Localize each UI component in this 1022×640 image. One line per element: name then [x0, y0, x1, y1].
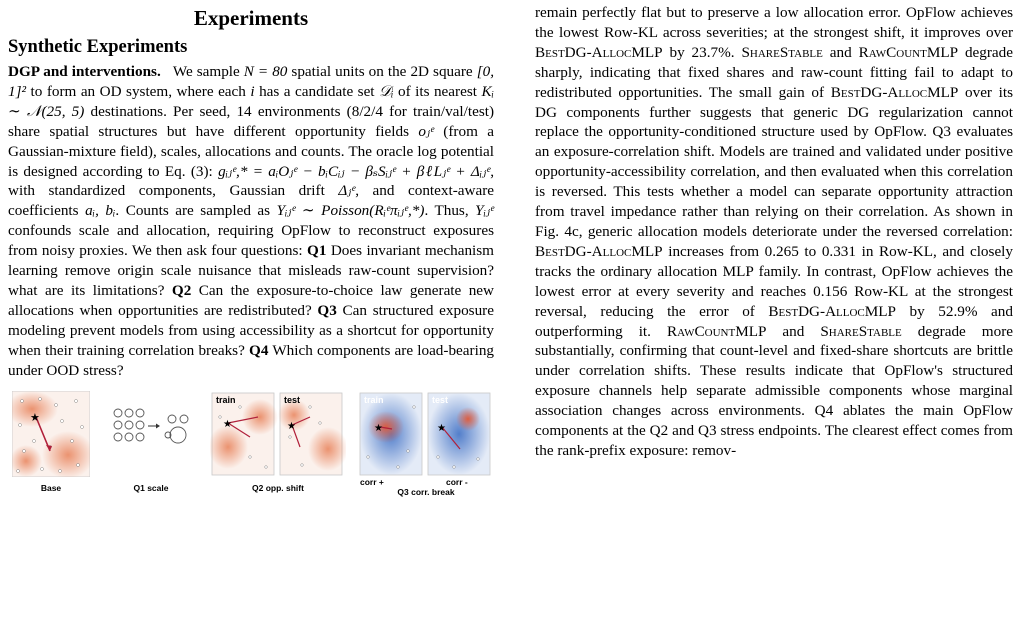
text-span: , and context-aware coefficients: [8, 182, 495, 220]
text-span: , with standardized components, Gaussian drift: [8, 162, 495, 200]
right-column: [535, 0, 1013, 461]
text-span: by 23.7%.: [662, 43, 742, 61]
method-bestdg-allocmlp: BestDG-AllocMLP: [830, 83, 959, 101]
method-sharestable: ShareStable: [741, 43, 823, 61]
base-panel: [12, 391, 90, 477]
text-span: (from a Gaussian-mixture field), scales, allocations and counts. The oracle log potential is designed according to Eq. (3):: [8, 122, 494, 180]
method-rawcountmlp: RawCountMLP: [858, 43, 959, 61]
figure-4: [8, 387, 494, 509]
q3-train-label: train: [364, 394, 384, 405]
results-paragraph: [535, 3, 1013, 461]
text-span: of its nearest: [393, 82, 482, 100]
caption-q3: Q3 corr. break: [397, 486, 455, 497]
method-rawcountmlp: RawCountMLP: [666, 322, 767, 340]
caption-q3-corr-plus: corr +: [360, 476, 384, 487]
math-Di: 𝒟ᵢ: [379, 82, 394, 100]
text-span: We sample: [172, 63, 244, 80]
method-sharestable: ShareStable: [820, 322, 902, 340]
svg-text:★: ★: [437, 422, 446, 434]
svg-text:★: ★: [374, 422, 383, 434]
q1-label: Q1: [307, 242, 327, 260]
caption-base: Base: [40, 482, 62, 493]
math-ab: aᵢ, bᵢ: [85, 202, 116, 220]
math-K: Kᵢ ∼ 𝒩(25, 5): [8, 82, 494, 120]
section-title: Experiments: [193, 6, 309, 30]
q2-text: Can the exposure-to-choice law generate new allocations when opportunities are redistributed?: [8, 281, 495, 319]
q4-text: Which components are load-bearing under OOD stress?: [8, 341, 495, 379]
q2-label: Q2: [171, 281, 192, 299]
method-bestdg-allocmlp: BestDG-AllocMLP: [768, 302, 897, 320]
math-Y: Yᵢⱼᵉ: [475, 202, 494, 220]
q2-test-label: test: [284, 394, 301, 405]
text-span: by 52.9% and outperforming it.: [535, 302, 1013, 340]
q2-panel: [210, 387, 346, 477]
svg-text:★: ★: [287, 420, 296, 432]
caption-q1: Q1 scale: [133, 482, 169, 493]
text-span: remain perfectly flat but to preserve a low allocation error. OpFlow achieves the lowest Row-KL across severities; at the strongest shift, it improves over: [535, 4, 1013, 41]
text-span: and: [766, 322, 821, 340]
subsection-title: Synthetic Experiments: [8, 37, 188, 57]
method-bestdg-allocmlp: BestDG-AllocMLP: [535, 43, 663, 61]
text-span: degrade more substantially, confirming that count-level and fixed-share shortcuts are brittle under correlation shifts. These results indicate that OpFlow's structured exposure channels help separate admissible components whose marginal association changes across environments. Q4 ablates the main OpFlow components at the Q2 and Q3 stress endpoints. The clearest effect comes from the rank-prefix exposure: remov-: [535, 322, 1013, 459]
method-bestdg-allocmlp: BestDG-AllocMLP: [535, 242, 663, 260]
text-span: increases from 0.265 to 0.331 in Row-KL, and closely tracks the ordinary allocation MLP family. In contrast, OpFlow achieves the lowest error at every severity and reaches 0.156 Row-KL at the strongest reversal, reducing the error of: [535, 242, 1013, 320]
paragraph-head: DGP and interventions.: [8, 63, 161, 80]
text-span: to form an OD system, where each: [26, 82, 251, 100]
math-N: N = 80: [243, 63, 288, 80]
svg-text:★: ★: [30, 411, 40, 424]
math-o: oⱼᵉ: [418, 122, 434, 140]
text-span: . Counts are sampled as: [115, 202, 277, 220]
text-span: spatial units on the 2D square: [287, 63, 477, 80]
q3-text: Can structured exposure modeling prevent models from using accessibility as a shortcut for opportunity when their training correlation breaks?: [8, 301, 494, 359]
math-drift: Δⱼᵉ: [338, 182, 356, 200]
text-span: over its DG components further suggests that generic DG regularization cannot replace the opportunity-conditioned structure used by OpFlow. Q3 evaluates an exposure-correlation shift. Models are trained and validated under positive opportunity-accessibility correlation, and then evaluated when this correlation is reversed. This tests whether a model can separate opportunity attraction from travel impedance rather than relying on their correlation. As shown in Fig. 4c, generic allocation models deteriorate under the reversed correlation:: [535, 83, 1014, 240]
q3-label: Q3: [317, 301, 337, 319]
q1-text: Does invariant mechanism learning remove origin scale nuisance that misleads raw-count supervision? what are its limitations?: [8, 242, 494, 299]
q2-train-label: train: [216, 394, 236, 405]
q4-label: Q4: [249, 341, 269, 359]
caption-q3-corr-minus: corr -: [446, 476, 468, 487]
text-span: has a candidate set: [254, 82, 380, 100]
math-poisson: Yᵢⱼᵉ ∼ Poisson(Rᵢᵉπᵢⱼᵉ,*): [276, 202, 425, 220]
text-span: degrade sharply, indicating that fixed shares and raw-count fitting fail to adapt to redistributed opportunities. The small gain of: [535, 43, 1014, 101]
text-span: and: [822, 43, 859, 61]
dgp-paragraph: [8, 62, 494, 381]
text-span: destinations. Per seed, 14 environments (8/2/4 for train/val/test) share spatial structures but have different opportunity fields: [8, 102, 495, 140]
svg-text:★: ★: [223, 418, 232, 430]
math-equation: gᵢⱼᵉ,* = aᵢOⱼᵉ − bᵢCᵢⱼ − βₛSᵢⱼᵉ + βℓLⱼᵉ + Δᵢⱼᵉ: [218, 162, 491, 180]
q3-panel: [358, 387, 494, 477]
math-i: i: [250, 82, 255, 100]
math-square: [0, 1]²: [8, 63, 495, 100]
q1-panel: [112, 405, 192, 455]
left-column: [8, 0, 494, 509]
text-span: . Thus,: [424, 202, 476, 220]
q3-test-label: test: [432, 394, 449, 405]
text-span: confounds scale and allocation, requiring OpFlow to reconstruct exposures from noisy proxies. We then ask four questions:: [8, 222, 494, 260]
caption-q2: Q2 opp. shift: [252, 482, 304, 493]
